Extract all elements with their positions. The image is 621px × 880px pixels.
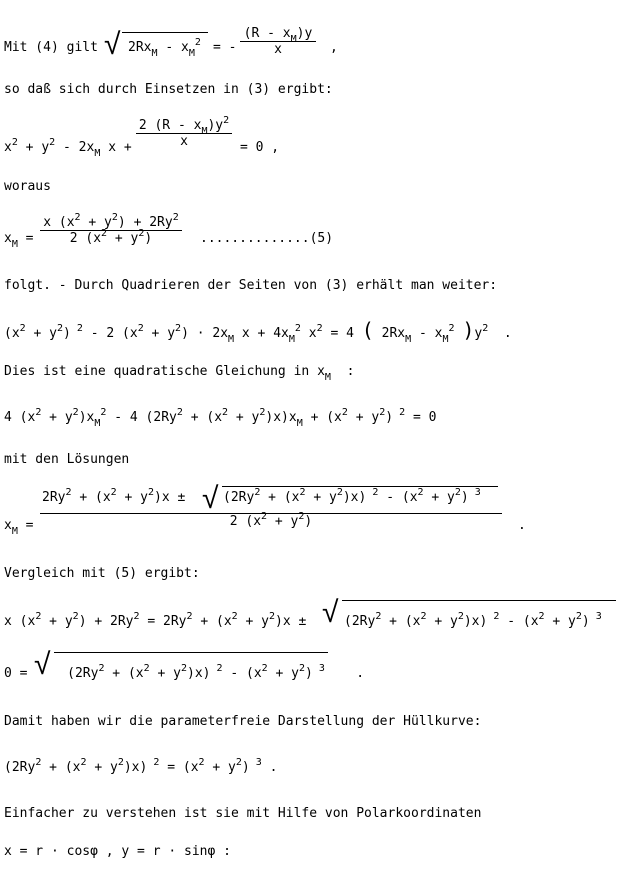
frac-1 <box>240 26 316 57</box>
sqrt-bar-13 <box>342 600 616 601</box>
sqrt-bar <box>122 32 208 33</box>
sup: 2 <box>336 487 343 498</box>
sup: 3 <box>468 487 481 498</box>
sup: 2 <box>482 323 489 334</box>
sup: 2 <box>35 611 42 622</box>
sub: M <box>94 148 101 159</box>
sup: 2 <box>575 611 582 622</box>
sup: 2 <box>117 757 124 768</box>
sub: M <box>11 526 18 537</box>
dots-5-text: ..............(5) <box>200 231 334 246</box>
line-6 <box>4 278 497 294</box>
line-8-end: : <box>346 364 355 379</box>
sup: 2 <box>235 757 242 768</box>
sup: 2 <box>420 611 427 622</box>
sup: 2 <box>57 323 64 334</box>
sup: 2 <box>70 323 83 334</box>
sup: 2 <box>11 137 18 148</box>
sub: M <box>201 126 208 137</box>
sup: 2 <box>35 757 42 768</box>
sup: 2 <box>299 663 306 674</box>
line-18-text: x = r · cosφ , y = r · sinφ : <box>4 844 231 859</box>
sub: M <box>94 418 101 429</box>
line-3-right <box>240 140 279 156</box>
line-2-text: so daß sich durch Einsetzen in (3) ergibt: <box>4 82 333 97</box>
sup: 2 <box>294 323 301 334</box>
sup: 2 <box>538 611 545 622</box>
sup: 2 <box>210 663 223 674</box>
sup: 2 <box>100 407 107 418</box>
line-10-text: mit den Lösungen <box>4 452 130 467</box>
sup: 2 <box>80 757 87 768</box>
line-3-left: $x^2 + y^2 - 2x_M$ x + <box>4 137 132 159</box>
sup: 2 <box>366 487 379 498</box>
sub: M <box>442 334 449 345</box>
sqrt-content: $2Rx_M - x_M^2$ <box>128 37 201 59</box>
sqrt-bar-14 <box>54 652 328 653</box>
line-8-text: Dies ist eine quadratische Gleichung in x <box>4 364 325 379</box>
line-14: $0 = (2Ry^2 + (x^2 + y^2)x)$ $^2 - (x^2 + y^2)$ $^3$ . <box>4 663 365 681</box>
sup: 2 <box>487 611 500 622</box>
x-var: x <box>4 140 12 155</box>
sup: 2 <box>316 323 323 334</box>
paren: ( <box>361 318 374 342</box>
sup: 2 <box>254 487 261 498</box>
sup: 2 <box>223 115 230 126</box>
sup: 2 <box>231 611 238 622</box>
sup: 2 <box>111 212 118 223</box>
frac-1-num <box>240 26 316 45</box>
sub: M <box>405 334 412 345</box>
sup: 2 <box>448 323 455 334</box>
sup: 2 <box>341 407 348 418</box>
sqrt-sign-14: √ <box>34 647 51 682</box>
comma-1 <box>330 40 338 56</box>
sup: 2 <box>417 487 424 498</box>
frac-1-num-text: (R - x <box>243 26 291 41</box>
line-12-text: Vergleich mit (5) ergibt: <box>4 566 200 581</box>
line-17 <box>4 806 481 822</box>
eq-minus-text: = - <box>213 40 237 55</box>
sup: 2 <box>261 663 268 674</box>
sup: 2 <box>176 407 183 418</box>
sup: 2 <box>180 663 187 674</box>
line-15-text: Damit haben wir die parameterfreie Darstellung der Hüllkurve: <box>4 714 482 729</box>
line-7: $(x^2 + y^2)$ $^2$ - 2 $(x^2 + y^2) \cdot 2x_M$ $x + 4x_M^2$ $x^2 = 4$ ( $2Rx_M - x_M^2$ )$y^2$ . <box>4 318 512 345</box>
sup: 2 <box>98 663 105 674</box>
sqrt-bar-11 <box>222 486 498 487</box>
sup: 2 <box>148 487 155 498</box>
sup: 2 <box>261 511 268 522</box>
sup: 3 <box>589 611 602 622</box>
frac-5-bar: 2 $(x^2 + y^2)$ <box>40 230 182 246</box>
sub: M <box>288 334 295 345</box>
line-8 <box>4 364 354 381</box>
sup: 2 <box>35 407 42 418</box>
sqrt-sign-11: √ <box>202 481 219 516</box>
paren: ) <box>462 318 475 342</box>
sqrt-sign-13: √ <box>322 595 339 630</box>
line-15 <box>4 714 481 730</box>
sub: M <box>296 418 303 429</box>
line-2 <box>4 82 333 98</box>
sqrt-sign: √ <box>104 27 121 62</box>
sup: 2 <box>147 757 160 768</box>
line-9: 4 $(x^2 + y^2)x_M^2 - 4$ $(2Ry^2 + (x^2 + y^2)x)x_M + (x^2 + y^2) ^2 = 0$ <box>4 407 437 429</box>
sup: 2 <box>393 407 406 418</box>
sub: M <box>324 372 331 383</box>
line-4-text: woraus <box>4 179 51 194</box>
sup: 2 <box>375 611 382 622</box>
sup: 2 <box>457 611 464 622</box>
line-6-text: folgt. - Durch Quadrieren der Seiten von (3) erhält man weiter: <box>4 278 498 293</box>
sup: 2 <box>454 487 461 498</box>
sup: 2 <box>74 212 81 223</box>
sup: 2 <box>299 487 306 498</box>
period-11: . <box>518 518 526 533</box>
line-16: $(2Ry^2 + (x^2 + y^2)x) ^2 = (x^2 + y^2)$ $^3$ . <box>4 757 278 775</box>
frac-3 <box>136 115 232 149</box>
sup: 2 <box>110 487 117 498</box>
sub: M <box>11 239 18 250</box>
sup: 2 <box>72 611 79 622</box>
sup: 2 <box>138 228 145 239</box>
sup: 2 <box>143 663 150 674</box>
sup: 3 <box>312 663 325 674</box>
sup: 2 <box>175 323 182 334</box>
frac-11-bar: 2 $(x^2 + y^2)$ <box>40 513 502 529</box>
sup: 2 <box>198 757 205 768</box>
frac-5-num: x $(x^2 + y^2) + 2Ry^2$ <box>43 212 179 230</box>
line-4 <box>4 179 51 195</box>
sup: 2 <box>133 611 140 622</box>
sup: 2 <box>269 611 276 622</box>
xm-var: x <box>4 231 12 246</box>
line-11-left: $x_M$ = <box>4 518 34 537</box>
text-mit-4-gilt: Mit (4) gilt <box>4 40 98 55</box>
sup: 2 <box>186 611 193 622</box>
sup: 2 <box>19 323 26 334</box>
sub-m2: M <box>188 48 195 59</box>
sub: M <box>228 334 235 345</box>
frac-3-den: x <box>180 134 188 149</box>
sup: 2 <box>172 212 179 223</box>
term-2rx: 2Rx <box>128 40 152 55</box>
line-1 <box>4 40 98 56</box>
line-3-right-text: = 0 , <box>240 140 280 155</box>
frac-1-num-end: )y <box>296 26 313 41</box>
sup-2: 2 <box>194 37 201 48</box>
sup: 2 <box>65 487 72 498</box>
frac-1-bar <box>240 41 316 57</box>
sup: 3 <box>249 757 262 768</box>
sub-m3: M <box>290 34 297 45</box>
sup: 2 <box>298 511 305 522</box>
frac-3-num-text: 2 (R - x <box>138 118 202 133</box>
line-13: x $(x^2 + y^2) + 2Ry^2 = 2Ry^2 + (x^2 + y^2)x \pm (2Ry^2 + (x^2 + y^2)x)$ $^2 - (x^2 + y^2)$ $^3$ <box>4 611 602 629</box>
line-5-left: $x_M$ = <box>4 231 34 250</box>
line-12 <box>4 566 200 582</box>
frac-5-den-text: 2 (x <box>69 231 102 246</box>
frac-1-den: x <box>274 42 282 57</box>
sub-m: M <box>151 48 158 59</box>
frac-11 <box>40 487 502 529</box>
sup: 2 <box>72 407 79 418</box>
frac-3-bar <box>136 133 232 149</box>
frac-5 <box>40 212 182 246</box>
sup: 2 <box>101 228 108 239</box>
sup: 2 <box>49 137 56 148</box>
frac-11-num: $2Ry^2 + (x^2 + y^2)x \pm (2Ry^2 + (x^2 + y^2)x)$ $^2 - (x^2 + y^2)$ $^3$ <box>42 487 481 505</box>
dots-5 <box>200 231 333 247</box>
frac-3-num: 2 $(R - x_M)y^2$ <box>138 115 230 137</box>
sup: 2 <box>222 407 229 418</box>
frac-5-num-text: x (x <box>43 215 75 230</box>
line-18 <box>4 844 231 860</box>
comma-1-text: , <box>330 40 338 55</box>
sup: 2 <box>379 407 386 418</box>
line-17-text: Einfacher zu verstehen ist sie mit Hilfe von Polarkoordinaten <box>4 806 482 821</box>
sup: 2 <box>259 407 266 418</box>
sup: 2 <box>137 323 144 334</box>
line-10 <box>4 452 129 468</box>
eq-minus <box>213 40 236 56</box>
